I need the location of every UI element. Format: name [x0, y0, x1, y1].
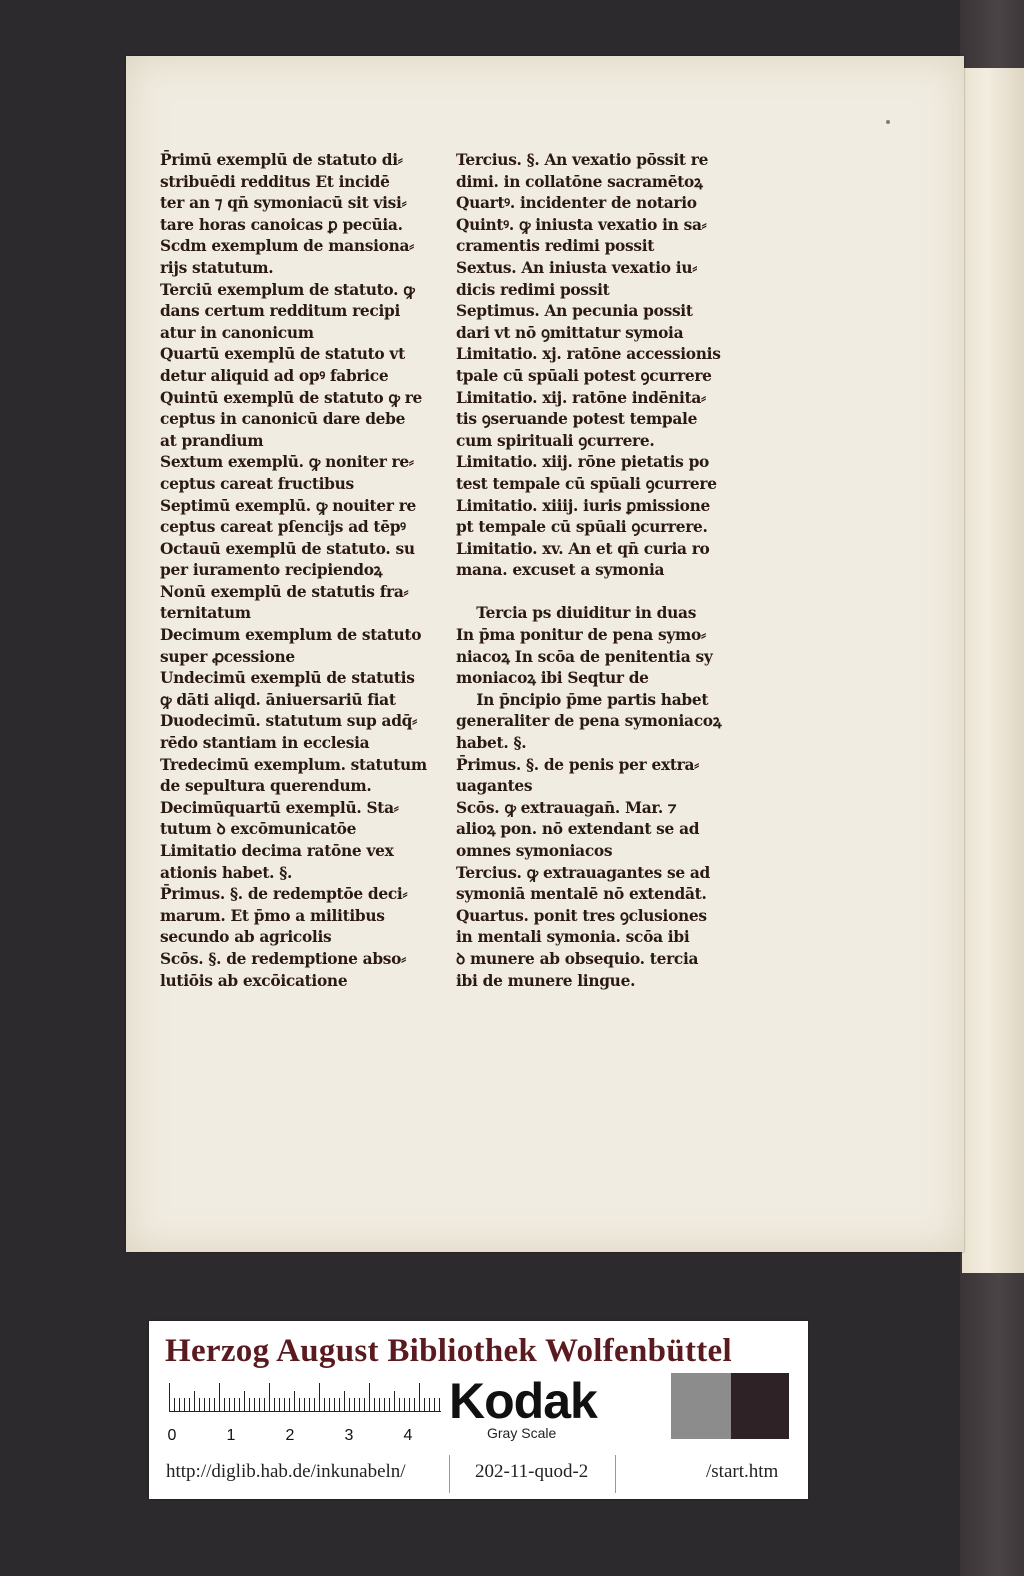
text-line: ꝺ munere ab obsequio. tercia — [456, 949, 699, 968]
ruler-tick — [284, 1398, 285, 1411]
ruler-tick — [184, 1398, 185, 1411]
ruler-tick — [354, 1398, 355, 1411]
gray-scale-caption: Gray Scale — [487, 1425, 557, 1441]
left-text-column — [160, 150, 440, 992]
text-line: dans certum redditum recipi — [160, 302, 400, 321]
ruler-tick — [324, 1398, 325, 1411]
ruler-tick — [239, 1398, 240, 1411]
ruler-tick — [429, 1398, 430, 1411]
text-line: Quartū exemplū de statuto vt — [160, 345, 405, 364]
text-line: tpale cū spūali potest ꝯcurrere — [456, 366, 712, 385]
text-line: lutiōis ab excōicatione — [160, 971, 348, 990]
text-line: uagantes — [456, 777, 533, 796]
ruler-tick — [279, 1398, 280, 1411]
url-id: 202-11-quod-2 — [475, 1461, 589, 1482]
ruler-tick — [304, 1398, 305, 1411]
url-suffix: /start.htm — [706, 1461, 779, 1482]
ruler-tick — [179, 1398, 180, 1411]
ruler-tick — [359, 1398, 360, 1411]
text-line: per iuramento recipiendoꝝ — [160, 561, 383, 580]
ruler-tick — [299, 1398, 300, 1411]
text-line: cramentis redimi possit — [456, 237, 655, 256]
text-line: Decimum exemplum de statuto — [160, 626, 422, 645]
text-line: Quartꝰ. incidenter de notario — [456, 194, 697, 213]
text-line: Tredecimū exemplum. statutum — [160, 755, 427, 774]
text-line: ceptus careat pſencijs ad tēpꝰ — [160, 518, 406, 537]
text-line: Duodecimū. statutum sup adq̄⸗ — [160, 712, 417, 731]
text-line: Decimūquartū exemplū. Sta⸗ — [160, 798, 399, 817]
text-line: at prandium — [160, 431, 264, 450]
text-line: generaliter de pena symoniacoꝝ — [456, 712, 722, 731]
text-line: habet. §. — [456, 734, 527, 753]
ruler-tick — [424, 1398, 425, 1411]
text-line: test tempale cū spūali ꝯcurrere — [456, 474, 717, 493]
text-line: In p̄ma ponitur de pena symo⸗ — [456, 626, 706, 645]
text-line: niacoꝝ In scōa de penitentia sy — [456, 647, 713, 666]
ruler-tick — [219, 1383, 220, 1411]
text-line: omnes symoniacos — [456, 842, 613, 860]
ruler-tick — [269, 1383, 270, 1411]
text-line: ter an ⁊ qn̄ symoniacū sit visi⸗ — [160, 194, 407, 213]
text-line: moniacoꝝ ibi Seqtur de — [456, 669, 649, 688]
ruler-tick — [234, 1398, 235, 1411]
text-line: Nonū exemplū de statutis fra⸗ — [160, 582, 409, 601]
text-line: Tercius. ꝙ extrauagantes se ad — [456, 863, 711, 882]
text-line: Tercius. §. An vexatio pōssit re — [456, 151, 709, 169]
kodak-logo: Kodak — [449, 1373, 597, 1429]
text-line: stribuēdi redditus Et incidē — [160, 172, 390, 191]
ruler-tick — [409, 1398, 410, 1411]
text-line: Tercia ps diuiditur in duas — [456, 604, 697, 623]
ruler-tick — [254, 1398, 255, 1411]
text-line: Limitatio. xv. An et qn̄ curia ro — [456, 539, 710, 558]
text-line: de sepultura querendum. — [160, 777, 372, 796]
text-line: in mentali symonia. scōa ibi — [456, 928, 690, 947]
ruler-tick — [294, 1391, 295, 1411]
ruler-tick — [384, 1398, 385, 1411]
ruler-tick — [224, 1398, 225, 1411]
text-line: Quintū exemplū de statuto ꝙ re — [160, 388, 422, 407]
text-line — [456, 582, 736, 604]
text-line: Limitatio. xiij. rōne pietatis po — [456, 453, 710, 472]
text-line: Limitatio decima ratōne vex — [160, 842, 394, 860]
archive-label — [149, 1321, 808, 1499]
text-line: ꝙ dāti aliqd. āniuersariū fiat — [160, 690, 396, 709]
text-line: dimi. in collatōne sacramētoꝝ — [456, 172, 703, 191]
ruler-tick — [194, 1391, 195, 1411]
ruler-tick — [379, 1398, 380, 1411]
ruler-tick — [169, 1383, 170, 1411]
text-line: cum spirituali ꝯcurrere. — [456, 431, 655, 450]
text-line: dari vt nō ꝯmittatur symoia — [456, 323, 684, 342]
text-line: Limitatio. xiiij. iuris ꝑmissione — [456, 496, 710, 515]
url-prefix: http://diglib.hab.de/inkunabeln/ — [166, 1461, 406, 1482]
ruler-tick — [189, 1398, 190, 1411]
ruler-tick — [329, 1398, 330, 1411]
text-line: marum. Et p̄mo a militibus — [160, 906, 385, 925]
ruler-tick — [334, 1398, 335, 1411]
ruler-tick — [434, 1398, 435, 1411]
ruler-tick — [244, 1391, 245, 1411]
ruler-tick — [289, 1398, 290, 1411]
ruler-tick — [229, 1398, 230, 1411]
text-line: ceptus careat fructibus — [160, 474, 354, 493]
text-line: atur in canonicum — [160, 323, 314, 342]
text-line: secundo ab agricolis — [160, 928, 332, 947]
text-line: tare horas canoicas ꝑ pecūia. — [160, 215, 403, 234]
text-line: Septimū exemplū. ꝙ nouiter re — [160, 496, 416, 515]
ruler-tick — [259, 1398, 260, 1411]
ruler-number: 1 — [226, 1427, 236, 1444]
ruler-tick — [419, 1383, 420, 1411]
ruler-tick — [374, 1398, 375, 1411]
text-line: Septimus. An pecunia possit — [456, 302, 693, 321]
ruler-tick — [399, 1398, 400, 1411]
text-line: tis ꝯseruande potest tempale — [456, 410, 698, 429]
ruler-tick — [274, 1398, 275, 1411]
text-line: rēdo stantiam in ecclesia — [160, 734, 370, 753]
text-line: ceptus in canonicū dare debe — [160, 410, 406, 429]
ruler-tick — [439, 1398, 440, 1411]
text-line: Undecimū exemplū de statutis — [160, 669, 415, 688]
page-mark — [886, 120, 890, 124]
dark-swatch — [731, 1373, 789, 1439]
text-line: Scdm exemplum de mansiona⸗ — [160, 237, 414, 256]
ruler-tick — [214, 1398, 215, 1411]
text-line: tutum ꝺ excōmunicatōe — [160, 820, 357, 839]
text-line: Octauū exemplū de statuto. su — [160, 539, 415, 558]
text-line: Limitatio. xj. ratōne accessionis — [456, 345, 721, 364]
text-line: dicis redimi possit — [456, 280, 610, 299]
text-line: Quintꝰ. ꝙ iniusta vexatio in sa⸗ — [456, 215, 707, 234]
text-line: In p̄ncipio p̄me partis habet — [456, 690, 709, 709]
ruler-tick — [344, 1391, 345, 1411]
ruler-tick — [199, 1398, 200, 1411]
ruler-tick — [249, 1398, 250, 1411]
text-line: P̄rimus. §. de redemptōe deci⸗ — [160, 885, 408, 904]
text-line: pt tempale cū spūali ꝯcurrere. — [456, 518, 708, 537]
ruler-tick — [369, 1383, 370, 1411]
text-line: rijs statutum. — [160, 258, 274, 277]
ruler-tick — [319, 1383, 320, 1411]
text-line: Scōs. §. de redemptione abso⸗ — [160, 949, 406, 968]
text-line: ternitatum — [160, 604, 251, 623]
ruler-tick — [394, 1391, 395, 1411]
gray-swatch — [671, 1373, 731, 1439]
text-line: Limitatio. xij. ratōne indēnita⸗ — [456, 388, 706, 407]
text-line: Sextus. An iniusta vexatio iu⸗ — [456, 258, 698, 277]
measurement-ruler — [169, 1381, 441, 1412]
divider — [615, 1455, 616, 1493]
ruler-tick — [404, 1398, 405, 1411]
ruler-tick — [389, 1398, 390, 1411]
text-line: P̄rimū exemplū de statuto di⸗ — [160, 151, 403, 169]
ruler-tick — [264, 1398, 265, 1411]
ruler-tick — [174, 1398, 175, 1411]
text-line: symoniā mentalē nō extendāt. — [456, 885, 707, 904]
library-name: Herzog August Bibliothek Wolfenbüttel — [165, 1333, 732, 1369]
text-line: Sextum exemplū. ꝙ noniter re⸗ — [160, 453, 414, 472]
text-line: alioꝝ pon. nō extendant se ad — [456, 820, 700, 839]
text-line: Scōs. ꝙ extrauagan̄. Mar. ⁊ — [456, 798, 677, 817]
ruler-number: 2 — [285, 1427, 295, 1444]
ruler-tick — [309, 1398, 310, 1411]
text-line: detur aliquid ad opꝰ fabrice — [160, 366, 389, 385]
ruler-number: 0 — [167, 1427, 177, 1444]
text-line: super ꝓcessione — [160, 647, 295, 666]
ruler-tick — [364, 1398, 365, 1411]
text-line: ibi de munere lingue. — [456, 971, 636, 990]
ruler-number: 4 — [403, 1427, 413, 1444]
right-text-column — [456, 150, 736, 992]
text-line: Terciū exemplum de statuto. ꝙ — [160, 280, 415, 299]
ruler-tick — [204, 1398, 205, 1411]
ruler-number: 3 — [344, 1427, 354, 1444]
adjacent-page-edge — [962, 68, 1024, 1273]
text-line: mana. excuset a symonia — [456, 561, 665, 580]
divider — [449, 1455, 450, 1493]
ruler-tick — [349, 1398, 350, 1411]
ruler-tick — [209, 1398, 210, 1411]
ruler-tick — [414, 1398, 415, 1411]
text-line: ationis habet. §. — [160, 863, 293, 882]
ruler-tick — [314, 1398, 315, 1411]
ruler-tick — [339, 1398, 340, 1411]
text-line: Quartus. ponit tres ꝯclusiones — [456, 906, 707, 925]
text-line: P̄rimus. §. de penis per extra⸗ — [456, 755, 699, 774]
